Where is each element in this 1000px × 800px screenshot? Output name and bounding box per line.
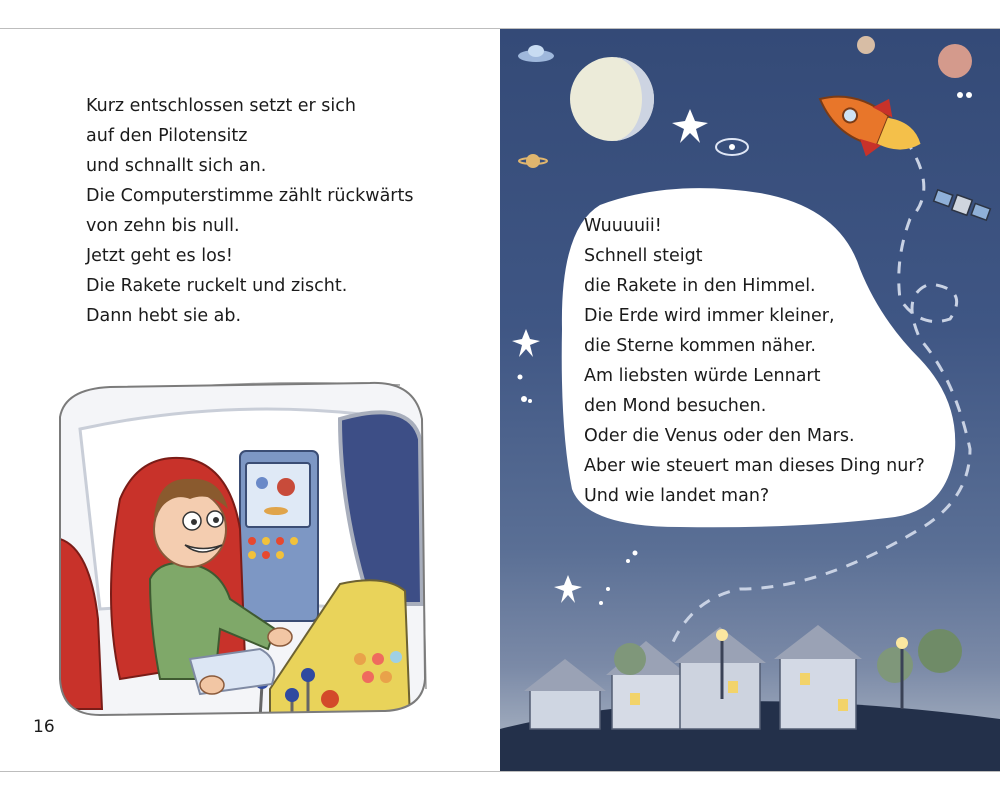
text-line: Wuuuuii! [584, 216, 662, 236]
planet-icon [857, 36, 875, 54]
ufo-icon [518, 45, 554, 62]
star-icon [672, 109, 708, 143]
speech-bubble-text [584, 211, 964, 511]
right-page [500, 29, 1000, 771]
text-line: Am liebsten würde Lennart [584, 366, 821, 386]
book-spread [0, 28, 1000, 772]
text-line: von zehn bis null. [86, 216, 240, 236]
left-page [0, 29, 500, 771]
text-line: Jetzt geht es los! [86, 246, 233, 266]
star-icon [554, 575, 582, 603]
text-line: und schnallt sich an. [86, 156, 267, 176]
left-page-text [86, 91, 466, 331]
houses-illustration [500, 625, 1000, 771]
text-line: Dann hebt sie ab. [86, 306, 242, 326]
cockpit-boy-illustration [40, 359, 440, 729]
text-line: Die Rakete ruckelt und zischt. [86, 276, 348, 296]
text-line: Die Erde wird immer kleiner, [584, 306, 835, 326]
text-line: Kurz entschlossen setzt er sich [86, 96, 356, 116]
text-line: Oder die Venus oder den Mars. [584, 426, 855, 446]
page-number: 16 [33, 717, 55, 737]
text-line: die Rakete in den Himmel. [584, 276, 816, 296]
saturn-icon [519, 154, 547, 168]
text-line: Aber wie steuert man dieses Ding nur? [584, 456, 925, 476]
star-icon [512, 329, 540, 357]
text-line: Und wie landet man? [584, 486, 770, 506]
text-line: Die Computerstimme zählt rückwärts [86, 186, 414, 206]
moon-icon [570, 57, 654, 141]
rocket-icon [807, 75, 932, 174]
planet-icon [938, 44, 972, 78]
text-line: den Mond besuchen. [584, 396, 767, 416]
text-line: Schnell steigt [584, 246, 703, 266]
text-line: die Sterne kommen näher. [584, 336, 816, 356]
text-line: auf den Pilotensitz [86, 126, 248, 146]
